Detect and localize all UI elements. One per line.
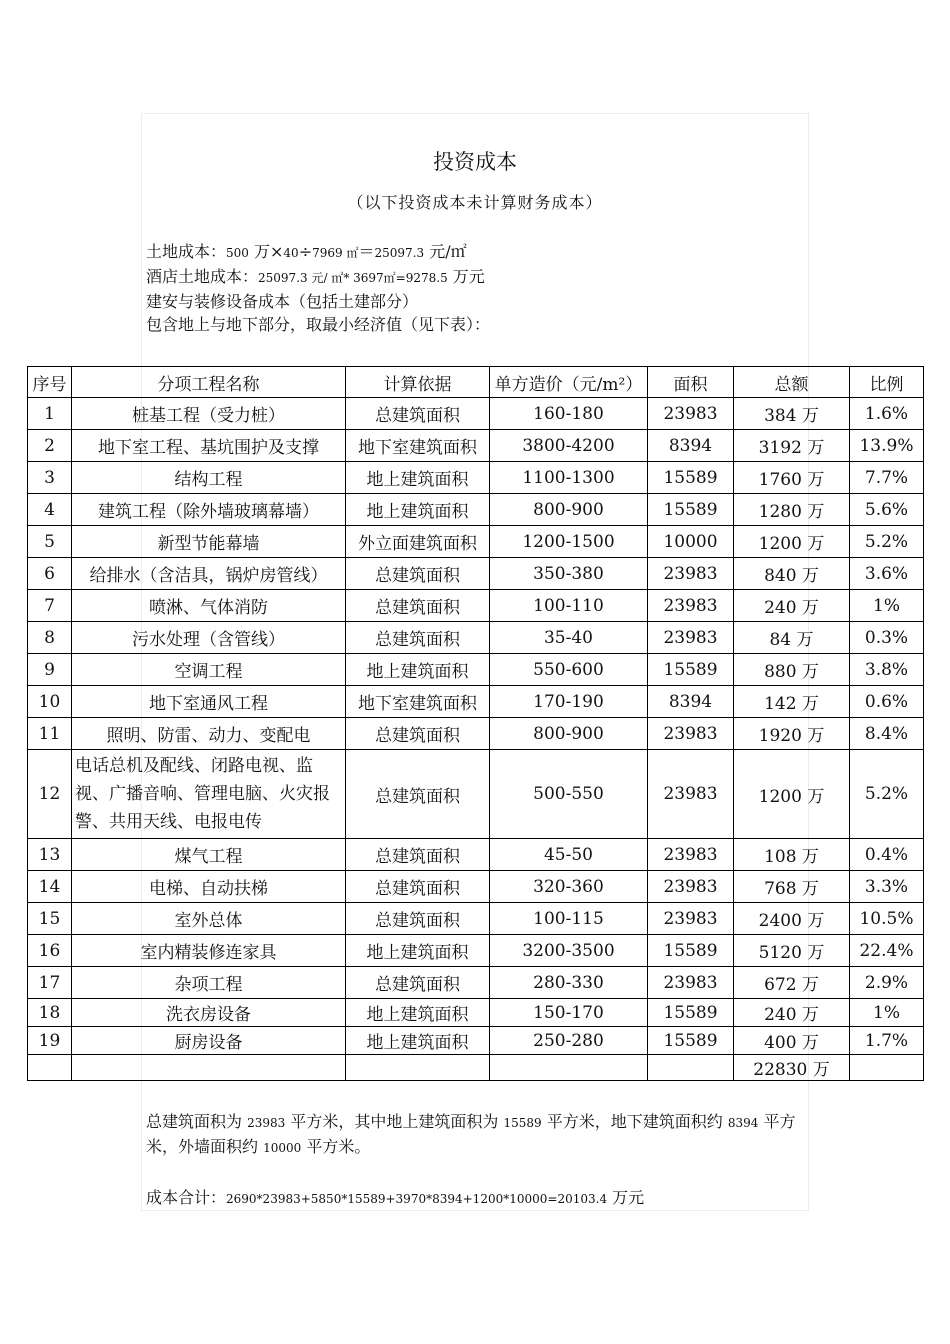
cell-item-name: 照明、防雷、动力、变配电 bbox=[72, 718, 346, 750]
table-row bbox=[28, 935, 924, 967]
cell-basis: 总建筑面积 bbox=[346, 871, 490, 903]
cell-item-name: 桩基工程（受力桩） bbox=[72, 398, 346, 430]
cell-amount: 384 万 bbox=[734, 398, 850, 430]
cell-basis: 地上建筑面积 bbox=[346, 462, 490, 494]
cell-index: 19 bbox=[28, 1027, 72, 1055]
cell-item-name: 杂项工程 bbox=[72, 967, 346, 999]
cell-item-name: 电话总机及配线、闭路电视、监视、广播音响、管理电脑、火灾报警、共用天线、电报电传 bbox=[72, 750, 346, 839]
cell-empty bbox=[648, 1055, 734, 1081]
cell-index: 11 bbox=[28, 718, 72, 750]
cell-empty bbox=[490, 1055, 648, 1081]
cell-basis: 地上建筑面积 bbox=[346, 1027, 490, 1055]
cell-index: 1 bbox=[28, 398, 72, 430]
cell-amount: 142 万 bbox=[734, 686, 850, 718]
cell-ratio: 0.4% bbox=[850, 839, 924, 871]
cell-amount: 1760 万 bbox=[734, 462, 850, 494]
cell-area: 15589 bbox=[648, 494, 734, 526]
cell-area: 15589 bbox=[648, 1027, 734, 1055]
cell-index: 6 bbox=[28, 558, 72, 590]
table-row bbox=[28, 526, 924, 558]
land-cost-line: 土地成本：500 万×40÷7969 ㎡＝25097.3 元/㎡ bbox=[146, 242, 467, 261]
cell-area: 15589 bbox=[648, 999, 734, 1027]
cost-table bbox=[27, 366, 924, 1081]
cell-ratio: 3.8% bbox=[850, 654, 924, 686]
cell-ratio: 5.2% bbox=[850, 526, 924, 558]
table-row bbox=[28, 1027, 924, 1055]
cell-ratio: 0.6% bbox=[850, 686, 924, 718]
table-row bbox=[28, 750, 924, 839]
cell-item-name: 厨房设备 bbox=[72, 1027, 346, 1055]
table-row bbox=[28, 494, 924, 526]
cell-area: 8394 bbox=[648, 686, 734, 718]
cell-basis: 地上建筑面积 bbox=[346, 999, 490, 1027]
page-subtitle: （以下投资成本未计算财务成本） bbox=[347, 193, 603, 212]
cell-amount: 240 万 bbox=[734, 590, 850, 622]
cell-index: 9 bbox=[28, 654, 72, 686]
cell-item-name: 建筑工程（除外墙玻璃幕墙） bbox=[72, 494, 346, 526]
cell-index: 18 bbox=[28, 999, 72, 1027]
cell-index: 12 bbox=[28, 750, 72, 839]
cell-empty bbox=[850, 1055, 924, 1081]
cell-unit-price: 35-40 bbox=[490, 622, 648, 654]
cell-amount: 840 万 bbox=[734, 558, 850, 590]
cell-item-name: 地下室通风工程 bbox=[72, 686, 346, 718]
table-total-row bbox=[28, 1055, 924, 1081]
page-title: 投资成本 bbox=[433, 150, 517, 174]
cell-index: 16 bbox=[28, 935, 72, 967]
cell-unit-price: 320-360 bbox=[490, 871, 648, 903]
cell-item-name: 给排水（含洁具，锅炉房管线） bbox=[72, 558, 346, 590]
cell-amount: 5120 万 bbox=[734, 935, 850, 967]
cell-unit-price: 170-190 bbox=[490, 686, 648, 718]
cell-unit-price: 280-330 bbox=[490, 967, 648, 999]
header-cell: 面积 bbox=[648, 367, 734, 398]
cell-amount: 672 万 bbox=[734, 967, 850, 999]
cell-index: 17 bbox=[28, 967, 72, 999]
cell-unit-price: 1200-1500 bbox=[490, 526, 648, 558]
cell-amount: 3192 万 bbox=[734, 430, 850, 462]
cell-basis: 总建筑面积 bbox=[346, 839, 490, 871]
cell-unit-price: 3800-4200 bbox=[490, 430, 648, 462]
cell-basis: 地下室建筑面积 bbox=[346, 430, 490, 462]
cell-basis: 总建筑面积 bbox=[346, 967, 490, 999]
cell-empty bbox=[28, 1055, 72, 1081]
cell-area: 23983 bbox=[648, 750, 734, 839]
cell-area: 23983 bbox=[648, 903, 734, 935]
cell-index: 14 bbox=[28, 871, 72, 903]
cell-grand-total: 22830 万 bbox=[734, 1055, 850, 1081]
cell-area: 15589 bbox=[648, 654, 734, 686]
cell-index: 10 bbox=[28, 686, 72, 718]
cell-item-name: 室外总体 bbox=[72, 903, 346, 935]
cell-area: 10000 bbox=[648, 526, 734, 558]
cell-amount: 240 万 bbox=[734, 999, 850, 1027]
cell-area: 8394 bbox=[648, 430, 734, 462]
cell-amount: 2400 万 bbox=[734, 903, 850, 935]
intro-block bbox=[146, 240, 490, 336]
cell-ratio: 1.7% bbox=[850, 1027, 924, 1055]
cell-item-name: 空调工程 bbox=[72, 654, 346, 686]
cell-amount: 1200 万 bbox=[734, 750, 850, 839]
cell-empty bbox=[346, 1055, 490, 1081]
cell-item-name: 煤气工程 bbox=[72, 839, 346, 871]
table-row bbox=[28, 654, 924, 686]
cell-area: 23983 bbox=[648, 871, 734, 903]
header-cell: 单方造价（元/m²） bbox=[490, 367, 648, 398]
cell-unit-price: 3200-3500 bbox=[490, 935, 648, 967]
cell-basis: 总建筑面积 bbox=[346, 718, 490, 750]
cell-area: 15589 bbox=[648, 462, 734, 494]
cell-unit-price: 550-600 bbox=[490, 654, 648, 686]
construction-cost-line: 建安与装修设备成本（包括土建部分） bbox=[146, 292, 419, 311]
cell-unit-price: 250-280 bbox=[490, 1027, 648, 1055]
cell-area: 23983 bbox=[648, 398, 734, 430]
cell-area: 23983 bbox=[648, 967, 734, 999]
cost-total-line: 成本合计：2690*23983+5850*15589+3970*8394+1200*10000=20103.4 万元 bbox=[146, 1188, 645, 1207]
cell-unit-price: 150-170 bbox=[490, 999, 648, 1027]
cell-item-name: 喷淋、气体消防 bbox=[72, 590, 346, 622]
cell-index: 7 bbox=[28, 590, 72, 622]
cell-item-name: 室内精装修连家具 bbox=[72, 935, 346, 967]
cell-ratio: 22.4% bbox=[850, 935, 924, 967]
cell-item-name: 污水处理（含管线） bbox=[72, 622, 346, 654]
table-row bbox=[28, 590, 924, 622]
table-row bbox=[28, 622, 924, 654]
table-row bbox=[28, 839, 924, 871]
table-header-row bbox=[28, 367, 924, 398]
cell-ratio: 10.5% bbox=[850, 903, 924, 935]
cell-ratio: 2.9% bbox=[850, 967, 924, 999]
header-cell: 计算依据 bbox=[346, 367, 490, 398]
cell-basis: 地下室建筑面积 bbox=[346, 686, 490, 718]
cell-unit-price: 500-550 bbox=[490, 750, 648, 839]
header-cell: 总额 bbox=[734, 367, 850, 398]
cell-item-name: 洗衣房设备 bbox=[72, 999, 346, 1027]
cell-ratio: 1.6% bbox=[850, 398, 924, 430]
cell-basis: 地上建筑面积 bbox=[346, 654, 490, 686]
cell-ratio: 1% bbox=[850, 590, 924, 622]
cell-empty bbox=[72, 1055, 346, 1081]
cell-unit-price: 45-50 bbox=[490, 839, 648, 871]
cell-basis: 总建筑面积 bbox=[346, 558, 490, 590]
header-cell: 比例 bbox=[850, 367, 924, 398]
table-row bbox=[28, 871, 924, 903]
cell-unit-price: 1100-1300 bbox=[490, 462, 648, 494]
table-row bbox=[28, 718, 924, 750]
cell-basis: 外立面建筑面积 bbox=[346, 526, 490, 558]
cell-amount: 400 万 bbox=[734, 1027, 850, 1055]
cell-basis: 总建筑面积 bbox=[346, 750, 490, 839]
cell-ratio: 5.2% bbox=[850, 750, 924, 839]
header-cell: 分项工程名称 bbox=[72, 367, 346, 398]
cell-item-name: 地下室工程、基坑围护及支撑 bbox=[72, 430, 346, 462]
cell-amount: 1280 万 bbox=[734, 494, 850, 526]
cell-basis: 总建筑面积 bbox=[346, 590, 490, 622]
cell-basis: 地上建筑面积 bbox=[346, 494, 490, 526]
cell-area: 23983 bbox=[648, 622, 734, 654]
table-row bbox=[28, 430, 924, 462]
cell-unit-price: 800-900 bbox=[490, 494, 648, 526]
cell-ratio: 8.4% bbox=[850, 718, 924, 750]
cell-area: 23983 bbox=[648, 590, 734, 622]
scope-line: 包含地上与地下部分，取最小经济值（见下表）： bbox=[146, 315, 491, 334]
cell-amount: 768 万 bbox=[734, 871, 850, 903]
cell-area: 23983 bbox=[648, 718, 734, 750]
cost-table-body bbox=[28, 367, 924, 1081]
cell-amount: 84 万 bbox=[734, 622, 850, 654]
cell-area: 23983 bbox=[648, 558, 734, 590]
cell-ratio: 13.9% bbox=[850, 430, 924, 462]
cell-index: 15 bbox=[28, 903, 72, 935]
cell-unit-price: 100-115 bbox=[490, 903, 648, 935]
cell-ratio: 3.3% bbox=[850, 871, 924, 903]
table-row bbox=[28, 999, 924, 1027]
cell-ratio: 3.6% bbox=[850, 558, 924, 590]
table-row bbox=[28, 967, 924, 999]
header-cell: 序号 bbox=[28, 367, 72, 398]
cell-unit-price: 800-900 bbox=[490, 718, 648, 750]
cell-item-name: 电梯、自动扶梯 bbox=[72, 871, 346, 903]
cell-ratio: 7.7% bbox=[850, 462, 924, 494]
cell-index: 2 bbox=[28, 430, 72, 462]
cell-amount: 880 万 bbox=[734, 654, 850, 686]
hotel-land-cost-line: 酒店土地成本：25097.3 元/ ㎡* 3697㎡=9278.5 万元 bbox=[146, 267, 485, 286]
table-row bbox=[28, 398, 924, 430]
cell-index: 8 bbox=[28, 622, 72, 654]
cell-basis: 总建筑面积 bbox=[346, 398, 490, 430]
cell-index: 5 bbox=[28, 526, 72, 558]
cell-amount: 1920 万 bbox=[734, 718, 850, 750]
cell-index: 4 bbox=[28, 494, 72, 526]
cell-item-name: 结构工程 bbox=[72, 462, 346, 494]
cell-area: 23983 bbox=[648, 839, 734, 871]
cell-amount: 108 万 bbox=[734, 839, 850, 871]
table-row bbox=[28, 462, 924, 494]
cell-basis: 总建筑面积 bbox=[346, 622, 490, 654]
table-row bbox=[28, 903, 924, 935]
cell-amount: 1200 万 bbox=[734, 526, 850, 558]
area-notes: 总建筑面积为 23983 平方米，其中地上建筑面积为 15589 平方米，地下建筑面积约 8394 平方米，外墙面积约 10000 平方米。 bbox=[146, 1112, 796, 1156]
cell-area: 15589 bbox=[648, 935, 734, 967]
cell-basis: 总建筑面积 bbox=[346, 903, 490, 935]
cell-ratio: 1% bbox=[850, 999, 924, 1027]
table-row bbox=[28, 558, 924, 590]
table-row bbox=[28, 686, 924, 718]
cell-unit-price: 100-110 bbox=[490, 590, 648, 622]
cell-index: 13 bbox=[28, 839, 72, 871]
cell-unit-price: 160-180 bbox=[490, 398, 648, 430]
cell-unit-price: 350-380 bbox=[490, 558, 648, 590]
cell-basis: 地上建筑面积 bbox=[346, 935, 490, 967]
cell-item-name: 新型节能幕墙 bbox=[72, 526, 346, 558]
cell-index: 3 bbox=[28, 462, 72, 494]
cell-ratio: 0.3% bbox=[850, 622, 924, 654]
cell-ratio: 5.6% bbox=[850, 494, 924, 526]
